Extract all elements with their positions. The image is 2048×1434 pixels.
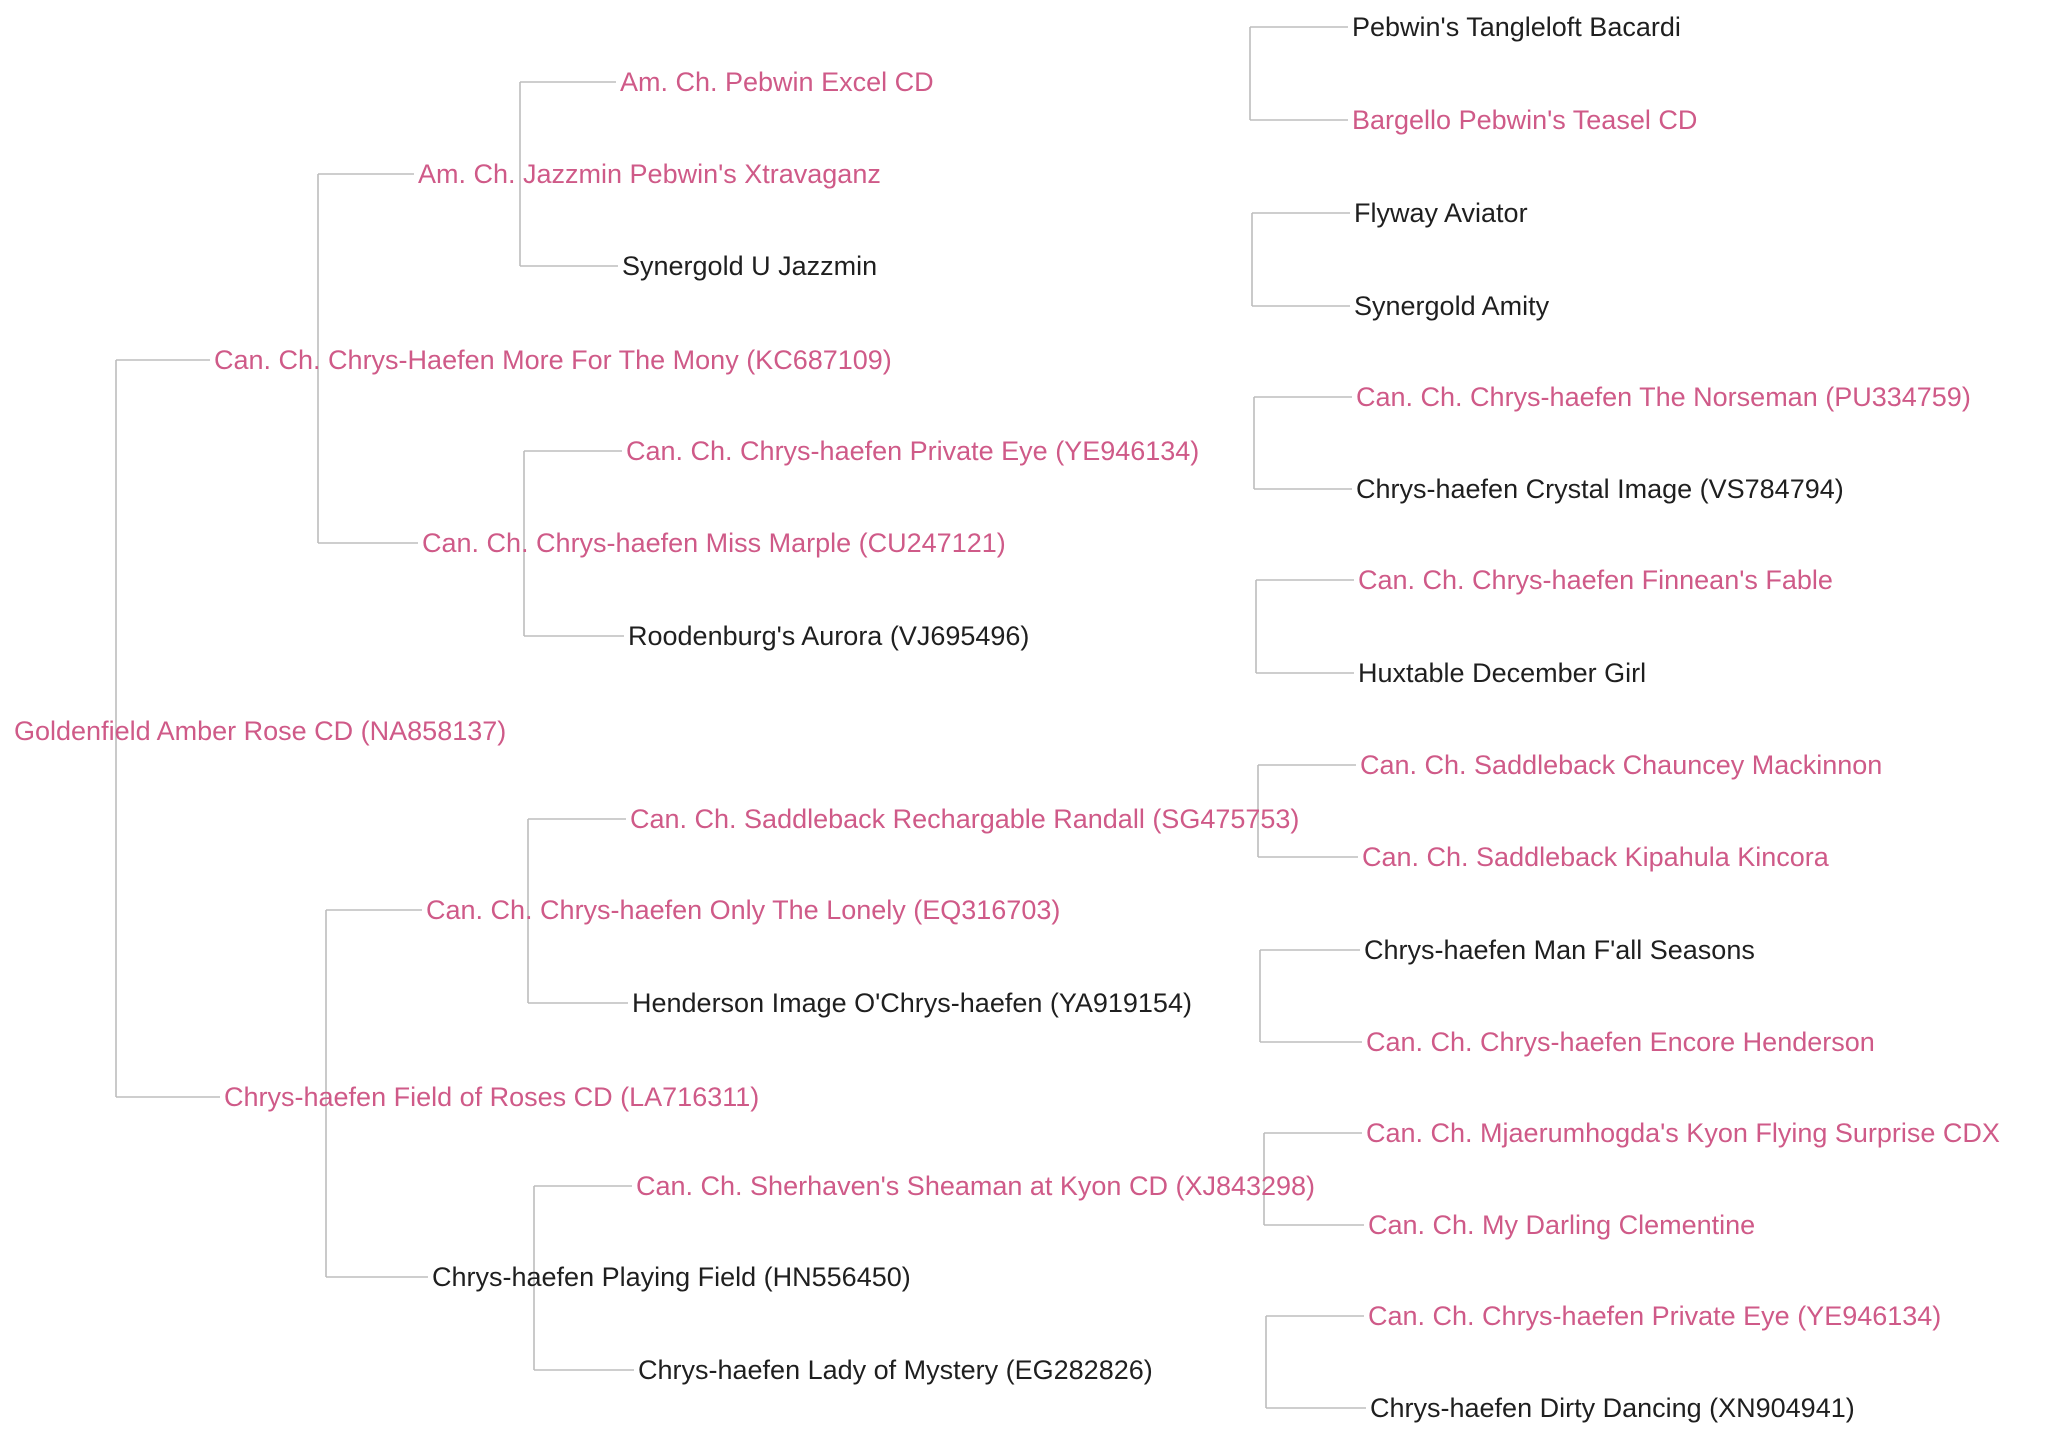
great-great-grandparent-name: Pebwin's Tangleloft Bacardi [1352, 12, 1681, 42]
great-great-grandparent-name: Can. Ch. My Darling Clementine [1368, 1210, 1756, 1240]
great-great-grandparent-name: Flyway Aviator [1354, 198, 1528, 228]
great-great-grandparent-name: Can. Ch. Saddleback Kipahula Kincora [1362, 842, 1829, 872]
great-great-grandparent-name: Chrys-haefen Dirty Dancing (XN904941) [1370, 1393, 1855, 1423]
great-great-grandparent-name: Can. Ch. Mjaerumhogda's Kyon Flying Surprise CDX [1366, 1118, 2000, 1148]
great-great-grandparent-name: Can. Ch. Chrys-haefen The Norseman (PU334759) [1356, 382, 1971, 412]
great-grandparent-name: Synergold U Jazzmin [622, 251, 878, 281]
grandparent-name: Am. Ch. Jazzmin Pebwin's Xtravaganz [418, 159, 881, 189]
great-great-grandparent-name: Can. Ch. Chrys-haefen Private Eye (YE946134) [1368, 1301, 1942, 1331]
great-great-grandparent-name: Bargello Pebwin's Teasel CD [1352, 105, 1698, 135]
great-grandparent-name: Can. Ch. Chrys-haefen Private Eye (YE946134) [626, 436, 1200, 466]
dam-name: Chrys-haefen Field of Roses CD (LA716311) [224, 1082, 760, 1112]
great-grandparent-name: Am. Ch. Pebwin Excel CD [620, 67, 934, 97]
great-grandparent-name: Can. Ch. Sherhaven's Sheaman at Kyon CD (XJ843298) [636, 1171, 1316, 1201]
great-great-grandparent-name: Chrys-haefen Crystal Image (VS784794) [1356, 474, 1844, 504]
grandparent-name: Chrys-haefen Playing Field (HN556450) [432, 1262, 911, 1292]
subject-dog-name: Goldenfield Amber Rose CD (NA858137) [14, 716, 507, 746]
great-great-grandparent-name: Can. Ch. Saddleback Chauncey Mackinnon [1360, 750, 1883, 780]
sire-name: Can. Ch. Chrys-Haefen More For The Mony (KC687109) [214, 345, 892, 375]
great-great-grandparent-name: Can. Ch. Chrys-haefen Finnean's Fable [1358, 565, 1833, 595]
great-grandparent-name: Chrys-haefen Lady of Mystery (EG282826) [638, 1355, 1153, 1385]
great-grandparent-name: Henderson Image O'Chrys-haefen (YA919154) [632, 988, 1192, 1018]
great-great-grandparent-name: Synergold Amity [1354, 291, 1550, 321]
great-great-grandparent-name: Can. Ch. Chrys-haefen Encore Henderson [1366, 1027, 1875, 1057]
great-great-grandparent-name: Huxtable December Girl [1358, 658, 1647, 688]
grandparent-name: Can. Ch. Chrys-haefen Miss Marple (CU247121) [422, 528, 1006, 558]
grandparent-name: Can. Ch. Chrys-haefen Only The Lonely (EQ316703) [426, 895, 1061, 925]
great-grandparent-name: Roodenburg's Aurora (VJ695496) [628, 621, 1030, 651]
great-great-grandparent-name: Chrys-haefen Man F'all Seasons [1364, 935, 1755, 965]
great-grandparent-name: Can. Ch. Saddleback Rechargable Randall (SG475753) [630, 804, 1300, 834]
